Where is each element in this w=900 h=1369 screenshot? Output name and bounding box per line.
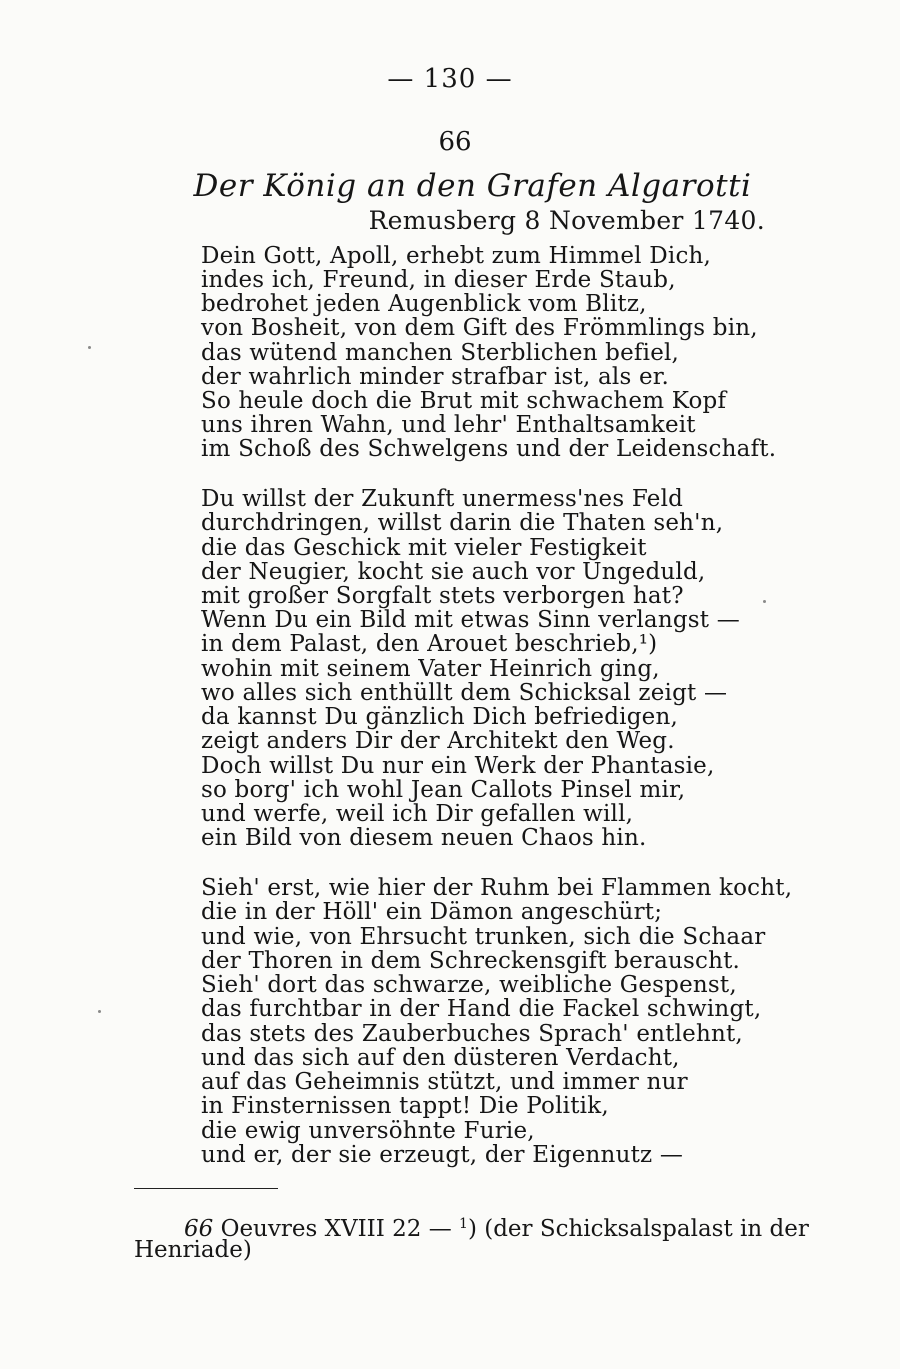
paper-speck [763,600,766,603]
verse-line: das wütend manchen Sterblichen befiel, [201,340,680,366]
verse-line: ein Bild von diesem neuen Chaos hin. [201,825,647,851]
verse-line: bedrohet jeden Augenblick vom Blitz, [201,291,647,317]
verse-line: das furchtbar in der Hand die Fackel schwingt, [201,996,762,1022]
verse-line: Du willst der Zukunft unermess'nes Feld [201,486,684,512]
verse-line: und das sich auf den düsteren Verdacht, [201,1045,680,1071]
verse-line: so borg' ich wohl Jean Callots Pinsel mir, [201,777,686,803]
footnote [184,1211,809,1242]
verse-line: das stets des Zauberbuches Sprach' entlehnt, [201,1021,743,1047]
verse-line: Dein Gott, Apoll, erhebt zum Himmel Dich, [201,243,712,269]
verse-line: die ewig unversöhnte Furie, [201,1118,535,1144]
verse-line: die in der Höll' ein Dämon angeschürt; [201,899,663,925]
verse-line: Sieh' dort das schwarze, weibliche Gespenst, [201,972,737,998]
verse-line: der wahrlich minder strafbar ist, als er. [201,364,669,390]
verse-line: uns ihren Wahn, und lehr' Enthaltsamkeit [201,412,696,438]
verse-line: Sieh' erst, wie hier der Ruhm bei Flammen kocht, [201,875,793,901]
verse-line: Wenn Du ein Bild mit etwas Sinn verlangst — [201,607,740,633]
verse-line: auf das Geheimnis stützt, und immer nur [201,1069,688,1095]
verse-line: und werfe, weil ich Dir gefallen will, [201,801,634,827]
footnote-marker: 1 [459,1216,468,1232]
poem-number: 66 [438,127,472,157]
verse-line: mit großer Sorgfalt stets verborgen hat? [201,583,684,609]
paper-speck [88,346,91,349]
verse-line: im Schoß des Schwelgens und der Leidenschaft. [201,436,777,462]
verse-line: zeigt anders Dir der Architekt den Weg. [201,728,675,754]
footnote-continuation: Henriade) [134,1237,252,1263]
footnote-source: Oeuvres XVIII 22 — [220,1216,452,1242]
poem-dateline: Remusberg 8 November 1740. [368,206,765,235]
verse-line: und er, der sie erzeugt, der Eigennutz — [201,1142,684,1168]
poem-title: Der König an den Grafen Algarotti [193,168,752,204]
verse-line: in dem Palast, den Arouet beschrieb,¹) [201,631,658,657]
footnote-poem-number: 66 [184,1216,214,1242]
verse-line: wo alles sich enthüllt dem Schicksal zeigt — [201,680,728,706]
paper-speck [98,1010,101,1013]
verse-line: indes ich, Freund, in dieser Erde Staub, [201,267,676,293]
page-number: — 130 — [387,64,513,94]
verse-line: in Finsternissen tappt! Die Politik, [201,1093,609,1119]
verse-line: die das Geschick mit vieler Festigkeit [201,535,647,561]
verse-line: und wie, von Ehrsucht trunken, sich die Schaar [201,924,766,950]
verse-line: wohin mit seinem Vater Heinrich ging, [201,656,660,682]
verse-line: So heule doch die Brut mit schwachem Kopf [201,388,727,414]
verse-line: da kannst Du gänzlich Dich befriedigen, [201,704,678,730]
verse-line: der Neugier, kocht sie auch vor Ungeduld, [201,559,706,585]
footnote-text: ) (der Schicksalspalast in der [467,1216,809,1242]
verse-line: Doch willst Du nur ein Werk der Phantasie, [201,753,715,779]
verse-line: durchdringen, willst darin die Thaten seh'n, [201,510,724,536]
verse-line: von Bosheit, von dem Gift des Frömmlings bin, [201,315,758,341]
footnote-divider [134,1188,278,1189]
verse-line: der Thoren in dem Schreckensgift berauscht. [201,948,741,974]
